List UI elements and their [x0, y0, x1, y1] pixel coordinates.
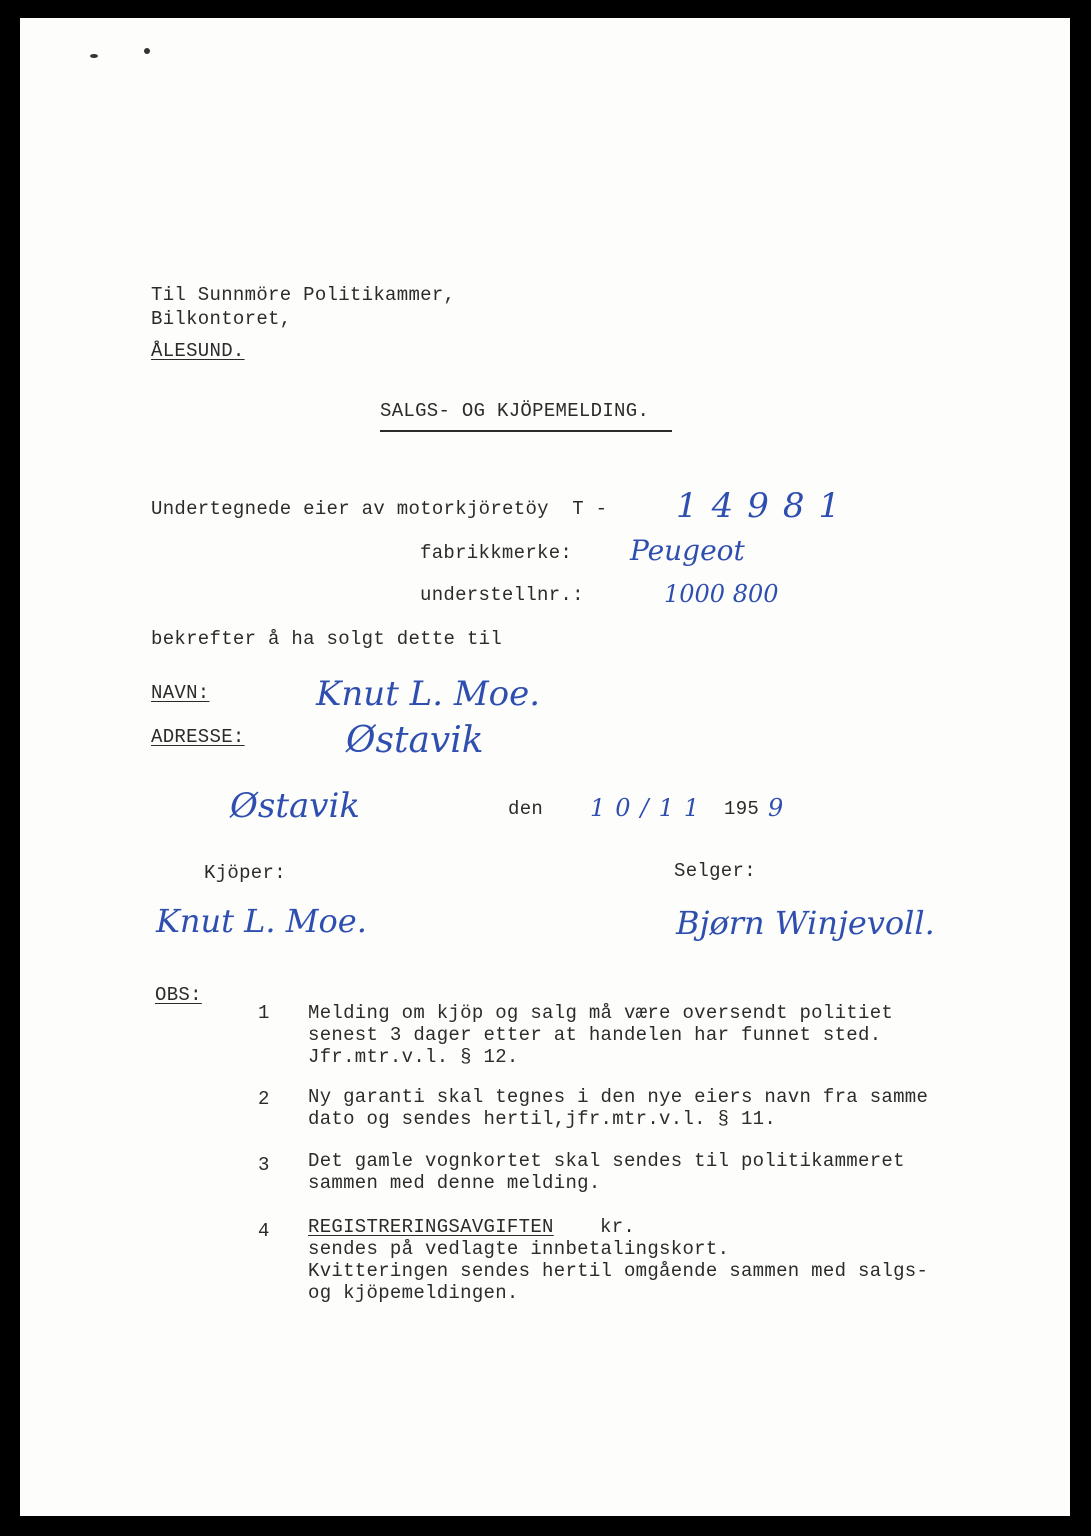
- place-handwritten: Østavik: [230, 786, 360, 826]
- confirm-text: bekrefter å ha solgt dette til: [151, 628, 503, 650]
- obs-item-number: 1: [258, 1002, 270, 1024]
- obs-item-number: 4: [258, 1220, 270, 1242]
- obs-item-line: sendes på vedlagte innbetalingskort.: [308, 1238, 730, 1260]
- ink-speck: [144, 48, 150, 54]
- registration-fee-heading: REGISTRERINGSAVGIFTEN: [308, 1216, 554, 1238]
- registration-number: 14981: [676, 486, 855, 526]
- buyer-signature: Knut L. Moe.: [156, 902, 367, 940]
- name-label: NAVN:: [151, 682, 210, 704]
- address-label: ADRESSE:: [151, 726, 245, 748]
- ink-speck: [90, 54, 98, 58]
- vehicle-intro: Undertegnede eier av motorkjöretöy T -: [151, 498, 608, 520]
- seller-sig-label: Selger:: [674, 860, 756, 882]
- make-label: fabrikkmerke:: [420, 542, 573, 564]
- buyer-name: Knut L. Moe.: [316, 674, 541, 714]
- obs-label: OBS:: [155, 984, 202, 1006]
- document-page: [20, 18, 1070, 1516]
- address-line-1: Til Sunnmöre Politikammer,: [151, 284, 456, 306]
- obs-item-line: Melding om kjöp og salg må være oversendt politiet: [308, 1002, 894, 1024]
- seller-signature: Bjørn Winjevoll.: [676, 904, 935, 942]
- obs-item-line: sammen med denne melding.: [308, 1172, 601, 1194]
- obs-item-line: Ny garanti skal tegnes i den nye eiers navn fra samme: [308, 1086, 929, 1108]
- make-value: Peugeot: [630, 534, 745, 567]
- year-printed: 195: [724, 798, 760, 820]
- obs-item-line: senest 3 dager etter at handelen har funnet sted.: [308, 1024, 882, 1046]
- obs-item-number: 3: [258, 1154, 270, 1176]
- chassis-label: understellnr.:: [420, 584, 584, 606]
- obs-item-line: Det gamle vognkortet skal sendes til politikammeret: [308, 1150, 905, 1172]
- obs-item-line: Jfr.mtr.v.l. § 12.: [308, 1046, 519, 1068]
- buyer-sig-label: Kjöper:: [204, 862, 286, 884]
- address-line-2: Bilkontoret,: [151, 308, 292, 330]
- obs-item-line: og kjöpemeldingen.: [308, 1282, 519, 1304]
- date-handwritten: 10/11: [590, 794, 710, 822]
- den-label: den: [508, 798, 544, 820]
- buyer-address: Østavik: [346, 720, 484, 761]
- chassis-value: 1000 800: [664, 580, 779, 608]
- obs-item-line: dato og sendes hertil,jfr.mtr.v.l. § 11.: [308, 1108, 777, 1130]
- obs-item-number: 2: [258, 1088, 270, 1110]
- obs-item-line: Kvitteringen sendes hertil omgående sammen med salgs-: [308, 1260, 929, 1282]
- address-city: ÅLESUND.: [151, 340, 245, 362]
- document-title: SALGS- OG KJÖPEMELDING.: [380, 400, 650, 422]
- year-handwritten: 9: [768, 794, 784, 822]
- title-underline: [380, 430, 672, 432]
- registration-fee-currency: kr.: [600, 1216, 636, 1238]
